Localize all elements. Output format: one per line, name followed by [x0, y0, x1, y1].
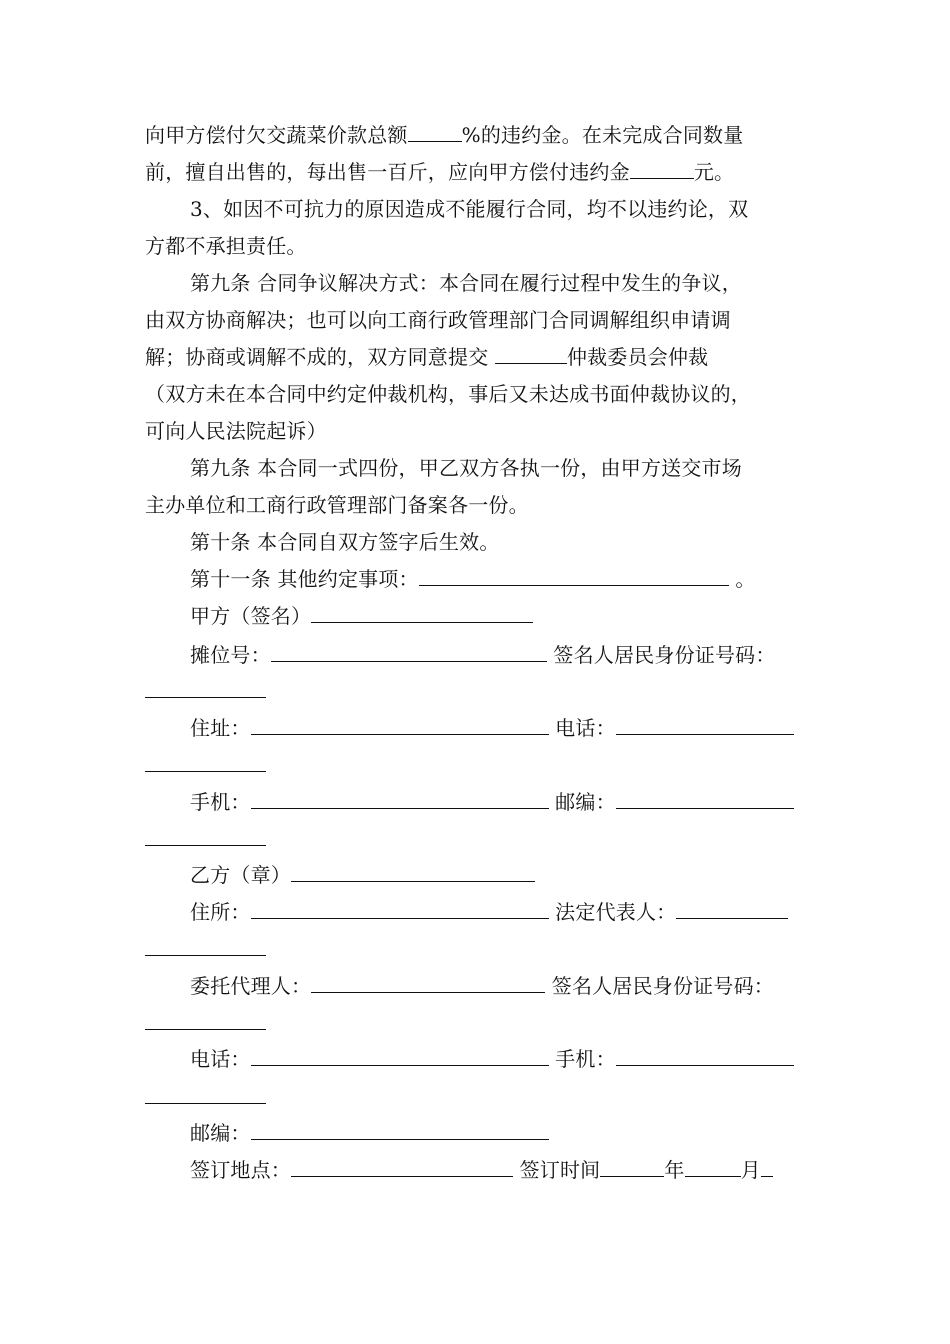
blank-underline — [251, 900, 549, 919]
blank-underline — [311, 974, 545, 993]
blank-underline — [145, 1029, 266, 1030]
sign-time-label: 签订时间 — [519, 1158, 601, 1182]
blank-underline — [145, 771, 266, 772]
text-line — [190, 567, 756, 591]
text-line — [190, 1158, 773, 1182]
blank-underline — [630, 160, 694, 179]
text-line: 方都不承担责任。 — [145, 234, 307, 258]
residence-label: 住所： — [190, 900, 251, 924]
postcode-label: 邮编： — [555, 790, 616, 814]
text: 。 — [735, 567, 756, 591]
text-line — [190, 974, 774, 998]
blank-underline — [419, 567, 729, 586]
blank-underline — [145, 845, 266, 846]
text-line — [190, 900, 788, 924]
blank-underline — [271, 643, 547, 662]
blank-underline — [495, 345, 567, 364]
blank-underline — [311, 604, 533, 623]
text: 前，擅自出售的，每出售一百斤，应向甲方偿付违约金 — [145, 160, 630, 184]
phone-label: 电话： — [190, 1047, 251, 1071]
blank-underline — [600, 1158, 664, 1177]
text-line — [190, 716, 794, 740]
text-line: 由双方协商解决；也可以向工商行政管理部门合同调解组织申请调 — [145, 308, 731, 332]
party-b-label: 乙方（章） — [190, 863, 291, 887]
year-label: 年 — [664, 1158, 685, 1182]
text-line: 主办单位和工商行政管理部门备案各一份。 — [145, 493, 529, 517]
text-line: 3、如因不可抗力的原因造成不能履行合同，均不以违约论，双 — [190, 197, 749, 221]
blank-underline — [616, 1047, 794, 1066]
sign-place-label: 签订地点： — [190, 1158, 291, 1182]
text: %的违约金。在未完成合同数量 — [461, 123, 744, 147]
agent-label: 委托代理人： — [190, 974, 312, 998]
text-line: 可向人民法院起诉） — [145, 419, 327, 443]
signer-id-label: 签名人居民身份证号码： — [553, 643, 776, 667]
text-line — [145, 160, 734, 184]
blank-underline — [251, 1121, 549, 1140]
blank-underline — [676, 900, 788, 919]
blank-underline — [616, 790, 794, 809]
text: 第十一条 其他约定事项： — [190, 567, 419, 591]
postcode-label: 邮编： — [190, 1121, 251, 1145]
party-a-label: 甲方（签名） — [190, 604, 312, 628]
text-line — [190, 863, 535, 887]
text-line — [190, 1047, 794, 1071]
text-line — [190, 604, 533, 628]
text-line: （双方未在本合同中约定仲裁机构，事后又未达成书面仲裁协议的， — [145, 382, 751, 406]
text: 元。 — [693, 160, 735, 184]
blank-underline — [251, 790, 549, 809]
text-line — [190, 790, 794, 814]
blank-underline — [145, 697, 266, 698]
mobile-label: 手机： — [555, 1047, 616, 1071]
blank-underline — [761, 1158, 773, 1177]
text: 向甲方偿付欠交蔬菜价款总额 — [145, 123, 408, 147]
blank-underline — [145, 1103, 266, 1104]
blank-underline — [291, 863, 535, 882]
text-line — [145, 123, 743, 147]
phone-label: 电话： — [555, 716, 616, 740]
text-line: 第九条 本合同一式四份，甲乙双方各执一份，由甲方送交市场 — [190, 456, 742, 480]
text-line — [145, 345, 708, 369]
legal-rep-label: 法定代表人： — [555, 900, 677, 924]
blank-underline — [251, 716, 549, 735]
blank-underline — [685, 1158, 741, 1177]
text-line — [190, 1121, 549, 1145]
month-label: 月 — [740, 1158, 761, 1182]
address-label: 住址： — [190, 716, 251, 740]
text: 解；协商或调解不成的，双方同意提交 — [145, 345, 489, 369]
blank-underline — [291, 1158, 513, 1177]
text-line: 第九条 合同争议解决方式：本合同在履行过程中发生的争议， — [190, 271, 742, 295]
blank-underline — [616, 716, 794, 735]
blank-underline — [145, 955, 266, 956]
mobile-label: 手机： — [190, 790, 251, 814]
blank-underline — [251, 1047, 549, 1066]
text-line — [190, 643, 776, 667]
booth-no-label: 摊位号： — [190, 643, 271, 667]
signer-id-label: 签名人居民身份证号码： — [551, 974, 774, 998]
text-line: 第十条 本合同自双方签字后生效。 — [190, 530, 500, 554]
blank-underline — [408, 123, 462, 142]
text: 仲裁委员会仲裁 — [566, 345, 709, 369]
